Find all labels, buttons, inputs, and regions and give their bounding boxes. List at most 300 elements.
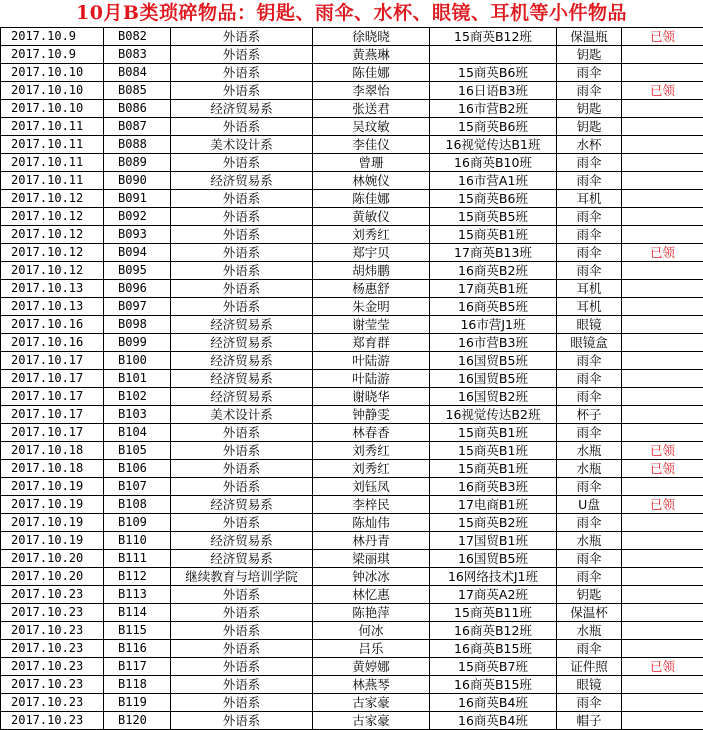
item-cell: 证件照: [557, 658, 622, 676]
class-cell: 17商英B13班: [430, 244, 557, 262]
code-cell: B090: [104, 172, 171, 190]
department-cell: 美术设计系: [171, 136, 313, 154]
date-cell: 2017.10.10: [1, 82, 104, 100]
table-row: [1, 280, 703, 298]
code-cell: B096: [104, 280, 171, 298]
item-cell: 雨伞: [557, 226, 622, 244]
status-cell: [622, 550, 703, 568]
name-cell: 谢莹莹: [313, 316, 430, 334]
department-cell: 经济贸易系: [171, 316, 313, 334]
status-cell: [622, 676, 703, 694]
status-cell: [622, 190, 703, 208]
department-cell: 经济贸易系: [171, 388, 313, 406]
name-cell: 黄燕琳: [313, 46, 430, 64]
status-cell: [622, 712, 703, 730]
name-cell: 刘秀红: [313, 460, 430, 478]
code-cell: B114: [104, 604, 171, 622]
name-cell: 黄敏仪: [313, 208, 430, 226]
class-cell: 16视觉传达B2班: [430, 406, 557, 424]
status-cell: [622, 298, 703, 316]
date-cell: 2017.10.20: [1, 568, 104, 586]
status-cell: 已领: [622, 658, 703, 676]
table-row: [1, 442, 703, 460]
code-cell: B100: [104, 352, 171, 370]
date-cell: 2017.10.9: [1, 28, 104, 46]
status-cell: [622, 514, 703, 532]
code-cell: B113: [104, 586, 171, 604]
name-cell: 林婉仪: [313, 172, 430, 190]
code-cell: B095: [104, 262, 171, 280]
date-cell: 2017.10.23: [1, 586, 104, 604]
name-cell: 李佳仪: [313, 136, 430, 154]
status-cell: [622, 154, 703, 172]
item-cell: 眼镜: [557, 676, 622, 694]
code-cell: B093: [104, 226, 171, 244]
department-cell: 外语系: [171, 694, 313, 712]
department-cell: 外语系: [171, 280, 313, 298]
item-cell: 雨伞: [557, 64, 622, 82]
department-cell: 经济贸易系: [171, 496, 313, 514]
name-cell: 曾珊: [313, 154, 430, 172]
item-cell: 钥匙: [557, 46, 622, 64]
code-cell: B112: [104, 568, 171, 586]
code-cell: B106: [104, 460, 171, 478]
class-cell: 15商英B1班: [430, 424, 557, 442]
code-cell: B097: [104, 298, 171, 316]
date-cell: 2017.10.12: [1, 244, 104, 262]
department-cell: 外语系: [171, 424, 313, 442]
table-row: [1, 406, 703, 424]
department-cell: 外语系: [171, 262, 313, 280]
table-row: [1, 694, 703, 712]
department-cell: 外语系: [171, 514, 313, 532]
status-cell: 已领: [622, 442, 703, 460]
table-row: [1, 190, 703, 208]
name-cell: 吴玟敏: [313, 118, 430, 136]
status-cell: [622, 388, 703, 406]
table-row: [1, 226, 703, 244]
table-row: [1, 208, 703, 226]
code-cell: B107: [104, 478, 171, 496]
table-row: [1, 514, 703, 532]
item-cell: 保温杯: [557, 604, 622, 622]
table-row: [1, 586, 703, 604]
status-cell: [622, 622, 703, 640]
code-cell: B084: [104, 64, 171, 82]
name-cell: 古家豪: [313, 712, 430, 730]
department-cell: 外语系: [171, 586, 313, 604]
item-cell: 雨伞: [557, 262, 622, 280]
code-cell: B117: [104, 658, 171, 676]
date-cell: 2017.10.12: [1, 226, 104, 244]
item-cell: 钥匙: [557, 586, 622, 604]
table-row: [1, 478, 703, 496]
date-cell: 2017.10.10: [1, 100, 104, 118]
lost-items-table: [0, 28, 703, 730]
class-cell: 16市营B3班: [430, 334, 557, 352]
item-cell: U盘: [557, 496, 622, 514]
item-cell: 雨伞: [557, 82, 622, 100]
class-cell: 17国贸B1班: [430, 532, 557, 550]
department-cell: 外语系: [171, 640, 313, 658]
code-cell: B083: [104, 46, 171, 64]
name-cell: 钟冰冰: [313, 568, 430, 586]
name-cell: 陈佳娜: [313, 64, 430, 82]
status-cell: [622, 694, 703, 712]
code-cell: B086: [104, 100, 171, 118]
class-cell: 16国贸B5班: [430, 352, 557, 370]
code-cell: B082: [104, 28, 171, 46]
name-cell: 林丹青: [313, 532, 430, 550]
department-cell: 经济贸易系: [171, 352, 313, 370]
department-cell: 经济贸易系: [171, 550, 313, 568]
status-cell: [622, 280, 703, 298]
name-cell: 刘秀红: [313, 226, 430, 244]
date-cell: 2017.10.12: [1, 208, 104, 226]
code-cell: B120: [104, 712, 171, 730]
table-row: [1, 658, 703, 676]
code-cell: B085: [104, 82, 171, 100]
item-cell: 保温瓶: [557, 28, 622, 46]
status-cell: [622, 370, 703, 388]
date-cell: 2017.10.12: [1, 190, 104, 208]
status-cell: [622, 118, 703, 136]
status-cell: [622, 262, 703, 280]
table-row: [1, 550, 703, 568]
department-cell: 外语系: [171, 28, 313, 46]
name-cell: 李翠怡: [313, 82, 430, 100]
table-row: [1, 64, 703, 82]
table-row: [1, 298, 703, 316]
table-row: [1, 118, 703, 136]
date-cell: 2017.10.23: [1, 604, 104, 622]
date-cell: 2017.10.23: [1, 622, 104, 640]
date-cell: 2017.10.19: [1, 478, 104, 496]
department-cell: 外语系: [171, 154, 313, 172]
item-cell: 雨伞: [557, 550, 622, 568]
name-cell: 刘秀红: [313, 442, 430, 460]
code-cell: B101: [104, 370, 171, 388]
code-cell: B103: [104, 406, 171, 424]
class-cell: 15商英B6班: [430, 118, 557, 136]
date-cell: 2017.10.18: [1, 460, 104, 478]
date-cell: 2017.10.20: [1, 550, 104, 568]
date-cell: 2017.10.13: [1, 280, 104, 298]
name-cell: 林忆惠: [313, 586, 430, 604]
date-cell: 2017.10.18: [1, 442, 104, 460]
date-cell: 2017.10.17: [1, 370, 104, 388]
name-cell: 叶陆游: [313, 352, 430, 370]
department-cell: 外语系: [171, 82, 313, 100]
name-cell: 陈灿伟: [313, 514, 430, 532]
name-cell: 张送君: [313, 100, 430, 118]
class-cell: 16市营B2班: [430, 100, 557, 118]
item-cell: 水杯: [557, 136, 622, 154]
class-cell: 15商英B6班: [430, 64, 557, 82]
name-cell: 吕乐: [313, 640, 430, 658]
department-cell: 外语系: [171, 208, 313, 226]
table-row: [1, 568, 703, 586]
item-cell: 雨伞: [557, 424, 622, 442]
status-cell: [622, 46, 703, 64]
status-cell: [622, 424, 703, 442]
class-cell: 17商英A2班: [430, 586, 557, 604]
item-cell: 帽子: [557, 712, 622, 730]
name-cell: 黄婷娜: [313, 658, 430, 676]
code-cell: B094: [104, 244, 171, 262]
class-cell: 17电商B1班: [430, 496, 557, 514]
item-cell: 雨伞: [557, 208, 622, 226]
status-cell: [622, 352, 703, 370]
code-cell: B108: [104, 496, 171, 514]
code-cell: B116: [104, 640, 171, 658]
name-cell: 朱金明: [313, 298, 430, 316]
class-cell: 15商英B12班: [430, 28, 557, 46]
status-cell: 已领: [622, 496, 703, 514]
name-cell: 李梓民: [313, 496, 430, 514]
item-cell: 眼镜盒: [557, 334, 622, 352]
department-cell: 外语系: [171, 712, 313, 730]
table-row: [1, 388, 703, 406]
class-cell: 16商英B5班: [430, 298, 557, 316]
class-cell: 16市营J1班: [430, 316, 557, 334]
table-row: [1, 370, 703, 388]
class-cell: 16日语B3班: [430, 82, 557, 100]
name-cell: 林春香: [313, 424, 430, 442]
department-cell: 外语系: [171, 118, 313, 136]
code-cell: B098: [104, 316, 171, 334]
name-cell: 杨惠舒: [313, 280, 430, 298]
date-cell: 2017.10.16: [1, 316, 104, 334]
department-cell: 外语系: [171, 298, 313, 316]
class-cell: 16国贸B2班: [430, 388, 557, 406]
name-cell: 谢晓华: [313, 388, 430, 406]
status-cell: [622, 334, 703, 352]
code-cell: B089: [104, 154, 171, 172]
status-cell: 已领: [622, 82, 703, 100]
table-row: [1, 604, 703, 622]
status-cell: [622, 208, 703, 226]
code-cell: B088: [104, 136, 171, 154]
department-cell: 外语系: [171, 460, 313, 478]
class-cell: 16商英B4班: [430, 712, 557, 730]
class-cell: 15商英B6班: [430, 190, 557, 208]
class-cell: 16市营A1班: [430, 172, 557, 190]
code-cell: B109: [104, 514, 171, 532]
status-cell: [622, 640, 703, 658]
table-row: [1, 136, 703, 154]
date-cell: 2017.10.23: [1, 640, 104, 658]
item-cell: 耳机: [557, 190, 622, 208]
item-cell: 水瓶: [557, 622, 622, 640]
class-cell: 16国贸B5班: [430, 370, 557, 388]
sheet-title: 10月B类琐碎物品：钥匙、雨伞、水杯、眼镜、耳机等小件物品: [0, 0, 703, 28]
item-cell: 水瓶: [557, 532, 622, 550]
item-cell: 钥匙: [557, 100, 622, 118]
class-cell: 15商英B1班: [430, 226, 557, 244]
date-cell: 2017.10.17: [1, 406, 104, 424]
date-cell: 2017.10.19: [1, 532, 104, 550]
code-cell: B115: [104, 622, 171, 640]
table-row: [1, 622, 703, 640]
department-cell: 外语系: [171, 622, 313, 640]
name-cell: 古家豪: [313, 694, 430, 712]
table-row: [1, 172, 703, 190]
table-row: [1, 640, 703, 658]
table-row: [1, 100, 703, 118]
class-cell: 16商英B2班: [430, 262, 557, 280]
name-cell: 刘钰凤: [313, 478, 430, 496]
table-row: [1, 460, 703, 478]
item-cell: 雨伞: [557, 370, 622, 388]
name-cell: 郑宇贝: [313, 244, 430, 262]
item-cell: 耳机: [557, 298, 622, 316]
date-cell: 2017.10.19: [1, 496, 104, 514]
status-cell: [622, 136, 703, 154]
class-cell: 15商英B11班: [430, 604, 557, 622]
table-row: [1, 532, 703, 550]
item-cell: 水瓶: [557, 442, 622, 460]
name-cell: 陈佳娜: [313, 190, 430, 208]
department-cell: 经济贸易系: [171, 370, 313, 388]
date-cell: 2017.10.23: [1, 658, 104, 676]
name-cell: 钟静雯: [313, 406, 430, 424]
department-cell: 外语系: [171, 442, 313, 460]
table-row: [1, 154, 703, 172]
status-cell: [622, 586, 703, 604]
department-cell: 经济贸易系: [171, 100, 313, 118]
status-cell: [622, 568, 703, 586]
name-cell: 何冰: [313, 622, 430, 640]
code-cell: B099: [104, 334, 171, 352]
date-cell: 2017.10.23: [1, 676, 104, 694]
table-row: [1, 46, 703, 64]
name-cell: 徐晓晓: [313, 28, 430, 46]
status-cell: [622, 316, 703, 334]
class-cell: 16商英B10班: [430, 154, 557, 172]
date-cell: 2017.10.11: [1, 136, 104, 154]
department-cell: 外语系: [171, 676, 313, 694]
status-cell: [622, 532, 703, 550]
item-cell: 雨伞: [557, 640, 622, 658]
item-cell: 雨伞: [557, 388, 622, 406]
date-cell: 2017.10.23: [1, 712, 104, 730]
table-row: [1, 316, 703, 334]
table-row: [1, 82, 703, 100]
department-cell: 外语系: [171, 478, 313, 496]
table-row: [1, 424, 703, 442]
date-cell: 2017.10.9: [1, 46, 104, 64]
item-cell: 水瓶: [557, 460, 622, 478]
code-cell: B087: [104, 118, 171, 136]
date-cell: 2017.10.10: [1, 64, 104, 82]
class-cell: [430, 46, 557, 64]
item-cell: 雨伞: [557, 352, 622, 370]
date-cell: 2017.10.11: [1, 172, 104, 190]
status-cell: [622, 172, 703, 190]
code-cell: B110: [104, 532, 171, 550]
date-cell: 2017.10.11: [1, 154, 104, 172]
department-cell: 外语系: [171, 64, 313, 82]
item-cell: 雨伞: [557, 568, 622, 586]
department-cell: 经济贸易系: [171, 532, 313, 550]
class-cell: 15商英B5班: [430, 208, 557, 226]
item-cell: 雨伞: [557, 478, 622, 496]
code-cell: B105: [104, 442, 171, 460]
department-cell: 外语系: [171, 46, 313, 64]
department-cell: 经济贸易系: [171, 334, 313, 352]
item-cell: 雨伞: [557, 514, 622, 532]
class-cell: 16商英B4班: [430, 694, 557, 712]
status-cell: [622, 64, 703, 82]
code-cell: B118: [104, 676, 171, 694]
item-cell: 雨伞: [557, 244, 622, 262]
code-cell: B091: [104, 190, 171, 208]
status-cell: [622, 406, 703, 424]
department-cell: 外语系: [171, 190, 313, 208]
status-cell: 已领: [622, 28, 703, 46]
item-cell: 杯子: [557, 406, 622, 424]
department-cell: 外语系: [171, 226, 313, 244]
class-cell: 16商英B12班: [430, 622, 557, 640]
class-cell: 15商英B7班: [430, 658, 557, 676]
date-cell: 2017.10.12: [1, 262, 104, 280]
date-cell: 2017.10.17: [1, 424, 104, 442]
department-cell: 外语系: [171, 658, 313, 676]
date-cell: 2017.10.17: [1, 352, 104, 370]
item-cell: 雨伞: [557, 694, 622, 712]
table-row: [1, 352, 703, 370]
name-cell: 梁丽琪: [313, 550, 430, 568]
name-cell: 郑育群: [313, 334, 430, 352]
date-cell: 2017.10.16: [1, 334, 104, 352]
date-cell: 2017.10.11: [1, 118, 104, 136]
table-row: [1, 334, 703, 352]
table-row: [1, 496, 703, 514]
name-cell: 叶陆游: [313, 370, 430, 388]
table-row: [1, 262, 703, 280]
status-cell: [622, 604, 703, 622]
code-cell: B102: [104, 388, 171, 406]
status-cell: [622, 100, 703, 118]
class-cell: 17商英B1班: [430, 280, 557, 298]
class-cell: 16商英B3班: [430, 478, 557, 496]
class-cell: 16商英B15班: [430, 676, 557, 694]
department-cell: 美术设计系: [171, 406, 313, 424]
item-cell: 雨伞: [557, 154, 622, 172]
table-row: [1, 28, 703, 46]
status-cell: 已领: [622, 460, 703, 478]
class-cell: 15商英B2班: [430, 514, 557, 532]
class-cell: 16视觉传达B1班: [430, 136, 557, 154]
code-cell: B092: [104, 208, 171, 226]
item-cell: 雨伞: [557, 172, 622, 190]
table-row: [1, 676, 703, 694]
item-cell: 耳机: [557, 280, 622, 298]
name-cell: 陈艳萍: [313, 604, 430, 622]
date-cell: 2017.10.23: [1, 694, 104, 712]
code-cell: B111: [104, 550, 171, 568]
class-cell: 15商英B1班: [430, 460, 557, 478]
code-cell: B104: [104, 424, 171, 442]
class-cell: 16网络技术J1班: [430, 568, 557, 586]
name-cell: 林燕琴: [313, 676, 430, 694]
class-cell: 16商英B15班: [430, 640, 557, 658]
class-cell: 15商英B1班: [430, 442, 557, 460]
table-row: [1, 244, 703, 262]
class-cell: 16国贸B5班: [430, 550, 557, 568]
table-row: [1, 712, 703, 730]
